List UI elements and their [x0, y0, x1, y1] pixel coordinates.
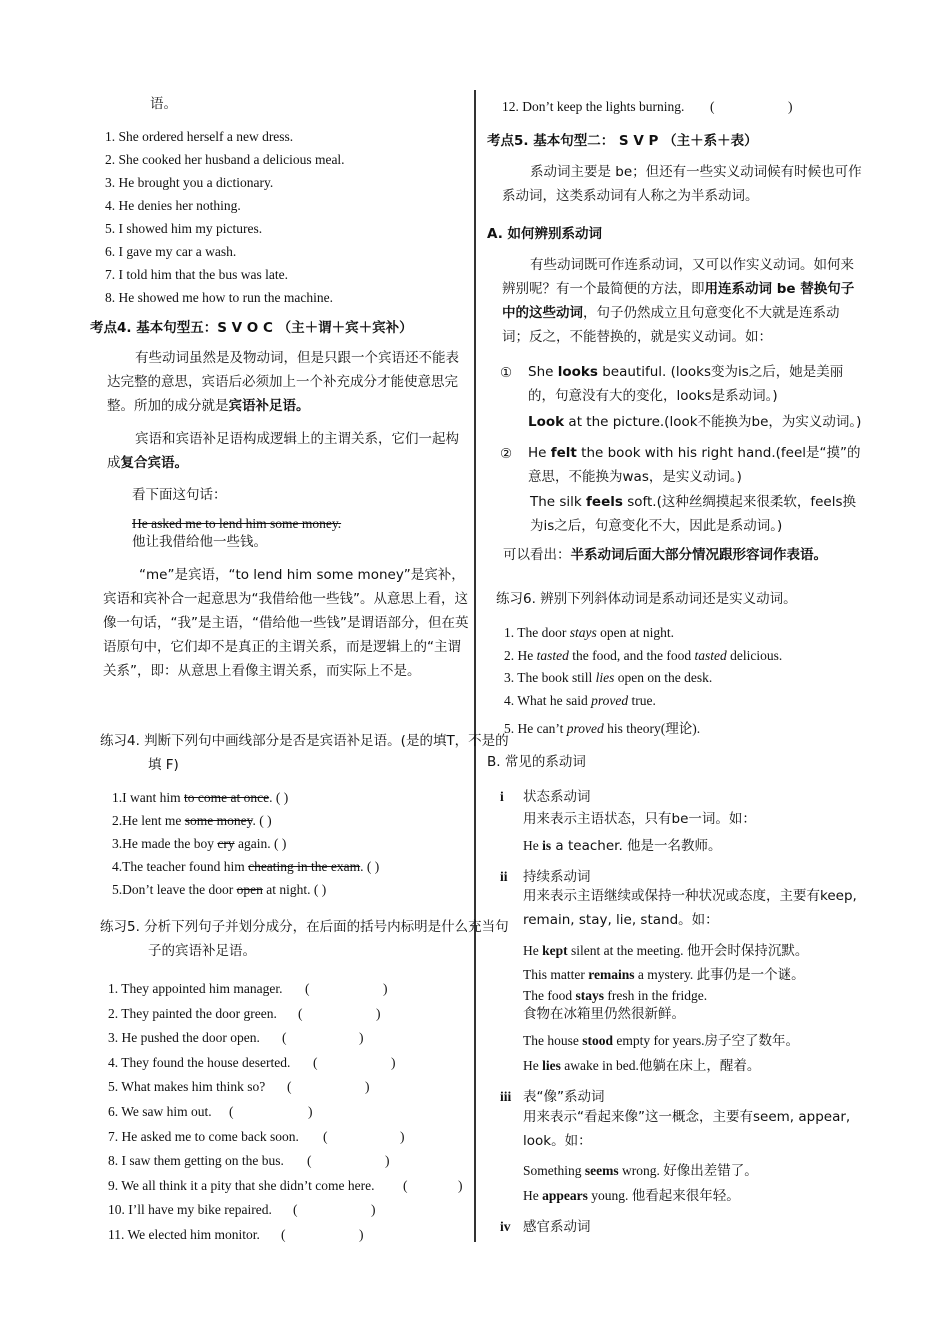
- section-a-paragraph: [502, 253, 866, 349]
- item-text: 2.He lent me: [112, 813, 185, 828]
- secA-text-2: ，句子仍然成立且句意变化不大就是连系动词；反之，不能替换的，就是实义动词。如：: [502, 305, 840, 345]
- answer-blank[interactable]: at night. ( ): [262, 882, 327, 897]
- ex-text: soft.(这种丝绸摸起来很柔软，feels换为is之后，句意变化不大，因此是系动词。): [530, 494, 857, 534]
- answer-paren-open[interactable]: (: [229, 1104, 234, 1119]
- example-ii: [523, 987, 707, 1005]
- ex-text: He: [523, 1188, 543, 1203]
- column-divider: [474, 90, 476, 1242]
- answer-paren-open[interactable]: (: [287, 1079, 292, 1094]
- list-item: [112, 812, 272, 830]
- ex-text: 食物在冰箱里仍然很新鲜。: [523, 1006, 685, 1022]
- ex-text: empty for years.房子空了数年。: [613, 1033, 799, 1048]
- list-item: 1. She ordered herself a new dress.: [105, 129, 294, 144]
- ex-text: He: [523, 943, 543, 958]
- kd4-paragraph-1: [107, 346, 467, 418]
- answer-paren-close: ): [400, 1129, 405, 1144]
- ex-text: a teacher. 他是一名教师。: [551, 838, 722, 854]
- ex-verb: seems: [584, 1163, 619, 1178]
- list-item: 5. I showed him my pictures.: [105, 221, 263, 236]
- answer-paren-close: ): [383, 981, 388, 996]
- italic-verb: lies: [595, 670, 615, 685]
- ex-text: He: [528, 445, 551, 461]
- item-text: 1.I want him: [112, 790, 184, 805]
- list-item: 4. He denies her nothing.: [105, 198, 241, 213]
- underlined-text: cry: [217, 836, 235, 851]
- subsection-title-i: 状态系动词: [523, 789, 591, 805]
- secA-text-1: 有些动词既可作连系动词，又可以作实义动词。如何来辨别呢？有一个最简便的方法，即: [502, 257, 854, 297]
- section-heading-kd5: 考点5. 基本句型二： S V P （主＋系＋表）: [487, 133, 758, 149]
- example-ii: [523, 1005, 685, 1023]
- ex-text: at the picture.(look不能换为be，为实义动词。): [564, 414, 862, 430]
- ex-verb: kept: [542, 943, 568, 958]
- ex-text: He: [523, 1058, 543, 1073]
- section-a-heading: [487, 225, 602, 243]
- ex-verb: is: [542, 838, 552, 853]
- ex-text: silent at the meeting. 他开会时保持沉默。: [567, 943, 809, 958]
- kd4-p1-text: 有些动词虽然是及物动词，但是只跟一个宾语还不能表达完整的意思，宾语后必须加上一个补充成分才能使意思完整。所加的成分就是: [107, 350, 459, 414]
- ex-verb: felt: [550, 445, 577, 461]
- ex-verb: appears: [542, 1188, 588, 1203]
- ex-verb: looks: [557, 364, 598, 380]
- conclusion-text: 可以看出：: [503, 547, 571, 563]
- example-translation: 他让我借给他一些钱。: [132, 534, 267, 550]
- example-iii: [523, 1162, 758, 1180]
- list-item: 3. He brought you a dictionary.: [105, 175, 274, 190]
- answer-blank[interactable]: . ( ): [252, 813, 272, 828]
- list-item: [504, 720, 700, 738]
- answer-paren-open[interactable]: (: [298, 1006, 303, 1021]
- kd4-p1-bold: 宾语补足语。: [228, 398, 310, 414]
- subsection-title-ii: 持续系动词: [523, 869, 591, 885]
- item-text: his theory(理论).: [603, 721, 701, 736]
- list-item: 3. He pushed the door open.: [108, 1030, 260, 1045]
- item-text: 5. He can’t: [504, 721, 567, 736]
- ex-verb: stood: [582, 1033, 613, 1048]
- answer-paren-close: ): [365, 1079, 370, 1094]
- subsection-title-iii: 表“像”系动词: [523, 1089, 605, 1105]
- circled-number-1: ①: [500, 365, 513, 381]
- item-text: the food, and the food: [568, 648, 695, 663]
- example-2: [528, 441, 864, 489]
- list-item: [504, 647, 782, 665]
- item-text: open at night.: [596, 625, 674, 640]
- example-ii: [523, 966, 805, 984]
- ex-verb: stays: [575, 988, 604, 1003]
- answer-paren-close: ): [458, 1178, 463, 1193]
- answer-paren-open[interactable]: (: [282, 1030, 287, 1045]
- answer-paren-close: ): [385, 1153, 390, 1168]
- underlined-text: open: [236, 882, 263, 897]
- example-sentence: He asked me to lend him some money.: [132, 516, 342, 531]
- answer-paren-open[interactable]: (: [313, 1055, 318, 1070]
- kd4-paragraph-2: [107, 427, 467, 475]
- example-1b: [528, 410, 864, 434]
- example-i: [523, 837, 722, 855]
- ex-text: She: [528, 364, 558, 380]
- ex-text: This matter: [523, 967, 589, 982]
- list-item: 6. I gave my car a wash.: [105, 244, 237, 259]
- answer-paren-open[interactable]: (: [403, 1178, 408, 1193]
- answer-blank[interactable]: . ( ): [360, 859, 380, 874]
- exercise5-title: 练习5. 分析下列句子并划分成分，在后面的括号内标明是什么充当句子的宾语补足语。: [100, 919, 509, 959]
- list-item: [504, 624, 674, 642]
- roman-marker-i: i: [500, 789, 504, 804]
- list-item: [112, 789, 288, 807]
- circled-number-2: ②: [500, 446, 513, 462]
- example-1: [528, 360, 864, 408]
- ex-text: young. 他看起来很年轻。: [587, 1188, 740, 1203]
- answer-blank[interactable]: . ( ): [269, 790, 289, 805]
- look-label: 看下面这句话：: [132, 487, 227, 503]
- answer-paren-close: ): [359, 1227, 364, 1242]
- list-item: 11. We elected him monitor.: [108, 1227, 260, 1242]
- ex-verb: remains: [588, 967, 635, 982]
- answer-paren-close: ): [391, 1055, 396, 1070]
- ex-text: awake in bed.他躺在床上，醒着。: [560, 1058, 761, 1073]
- item-text: 4.The teacher found him: [112, 859, 249, 874]
- subsection-title-iv: 感官系动词: [523, 1219, 591, 1235]
- italic-verb: proved: [566, 721, 604, 736]
- ex-verb: lies: [542, 1058, 561, 1073]
- example-2b: [530, 490, 866, 538]
- ex-text: He: [523, 838, 543, 853]
- item-text: open on the desk.: [614, 670, 713, 685]
- list-item: [504, 669, 712, 687]
- list-item: 7. I told him that the bus was late.: [105, 267, 288, 282]
- example-ii: [523, 1032, 799, 1050]
- ex-text: the book with his right hand.(feel是“摸”的意思，不能换为was，是实义动词。): [528, 445, 861, 485]
- italic-verb: tasted: [694, 648, 727, 663]
- ex-text: Something: [523, 1163, 585, 1178]
- italic-verb: tasted: [536, 648, 569, 663]
- answer-paren-open[interactable]: (: [307, 1153, 312, 1168]
- continued-text: 语。: [150, 96, 177, 112]
- kd5-paragraph-1: 系动词主要是 be；但还有一些实义动词候有时候也可作系动词，这类系动词有人称之为半系动词。: [502, 164, 862, 204]
- list-item: [112, 881, 326, 899]
- item-text: 2. He: [504, 648, 537, 663]
- ex-text: The food: [523, 988, 576, 1003]
- subsection-desc-i: 用来表示主语状态，只有be一词。如：: [523, 811, 756, 827]
- underlined-text: to come at once: [184, 790, 270, 805]
- answer-paren-open[interactable]: (: [305, 981, 310, 996]
- answer-paren-close: ): [308, 1104, 313, 1119]
- list-item: 8. He showed me how to run the machine.: [105, 290, 333, 305]
- section-a-label: A. 如何辨别系动词: [487, 226, 603, 242]
- answer-paren-open[interactable]: (: [710, 99, 715, 114]
- list-item: 6. We saw him out.: [108, 1104, 212, 1119]
- answer-paren-close: ): [359, 1030, 364, 1045]
- underlined-text: some money: [184, 813, 253, 828]
- roman-marker-ii: ii: [500, 869, 508, 884]
- item-text: 3.He made the boy: [112, 836, 218, 851]
- item-text: 5.Don’t leave the door: [112, 882, 237, 897]
- item-text: 4. What he said: [504, 693, 592, 708]
- list-item: 1. They appointed him manager.: [108, 981, 283, 996]
- conclusion: [503, 546, 827, 564]
- list-item: 12. Don’t keep the lights burning.: [502, 99, 685, 114]
- roman-marker-iii: iii: [500, 1089, 512, 1104]
- list-item: 4. They found the house deserted.: [108, 1055, 291, 1070]
- ex-text: a mystery. 此事仍是一个谜。: [634, 967, 805, 982]
- ex-verb: Look: [528, 414, 565, 430]
- list-item: [112, 835, 286, 853]
- italic-verb: proved: [591, 693, 629, 708]
- subsection-desc-ii: 用来表示主语继续或保持一种状况或态度，主要有keep, remain, stay, lie, stand。如：: [523, 888, 857, 928]
- answer-paren-close: ): [376, 1006, 381, 1021]
- underlined-text: cheating in the exam: [248, 859, 361, 874]
- answer-paren-open[interactable]: (: [281, 1227, 286, 1242]
- ex-text: fresh in the fridge.: [604, 988, 708, 1003]
- exercise4-title: 练习4. 判断下列句中画线部分是否是宾语补足语。(是的填T，不是的填 F): [100, 733, 509, 773]
- exercise6-title: 练习6. 辨别下列斜体动词是系动词还是实义动词。: [496, 591, 797, 607]
- list-item: [112, 858, 379, 876]
- list-item: 10. I’ll have my bike repaired.: [108, 1202, 272, 1217]
- list-item: 2. She cooked her husband a delicious meal.: [105, 152, 345, 167]
- section-heading-kd4: 考点4. 基本句型五：S V O C （主＋谓＋宾＋宾补）: [90, 320, 413, 336]
- item-text: 3. The book still: [504, 670, 596, 685]
- item-text: true.: [628, 693, 656, 708]
- italic-verb: stays: [569, 625, 597, 640]
- answer-paren-open[interactable]: (: [293, 1202, 298, 1217]
- roman-marker-iv: iv: [500, 1219, 511, 1234]
- answer-blank[interactable]: again. ( ): [234, 836, 287, 851]
- list-item: 7. He asked me to come back soon.: [108, 1129, 299, 1144]
- ex-text: The house: [523, 1033, 583, 1048]
- section-b-heading: B. 常见的系动词: [487, 754, 586, 770]
- ex-text: The silk: [530, 494, 587, 510]
- example-ii: [523, 942, 808, 960]
- list-item: 5. What makes him think so?: [108, 1079, 266, 1094]
- list-item: 9. We all think it a pity that she didn’t come here.: [108, 1178, 375, 1193]
- kd4-paragraph-3: “me”是宾语，“to lend him some money”是宾补，宾语和宾补合一起意思为“我借给他一些钱”。从意思上看，这像一句话，“我”是主语，“借给他一些钱”是谓语部分，但在英语原句中，它们却不是真正的主谓关系，而是逻辑上的“主谓关系”，即：从意思上看像主谓关系，而实际上不是。: [103, 567, 469, 679]
- ex-text: wrong. 好像出差错了。: [618, 1163, 758, 1178]
- kd4-p2-bold: 复合宾语。: [120, 455, 188, 471]
- answer-paren-close: ): [788, 99, 793, 114]
- conclusion-bold: 半系动词后面大部分情况跟形容词作表语。: [570, 547, 827, 563]
- answer-paren-close: ): [371, 1202, 376, 1217]
- example-iii: [523, 1187, 740, 1205]
- list-item: 2. They painted the door green.: [108, 1006, 277, 1021]
- list-item: [504, 692, 656, 710]
- subsection-desc-iii: 用来表示“看起来像”这一概念，主要有seem, appear, look。如：: [523, 1109, 851, 1149]
- ex-verb: feels: [586, 494, 623, 510]
- answer-paren-open[interactable]: (: [323, 1129, 328, 1144]
- item-text: delicious.: [726, 648, 783, 663]
- ex-text: beautiful. (looks变为is之后，她是美丽的，句意没有大的变化，looks是系动词。): [528, 364, 844, 404]
- example-ii: [523, 1057, 760, 1075]
- secA-bold: 用连系动词 be 替换句子中的这些动词: [502, 281, 855, 321]
- kd4-p2-text: 宾语和宾语补足语构成逻辑上的主谓关系，它们一起构成: [107, 431, 459, 471]
- item-text: 1. The door: [504, 625, 570, 640]
- list-item: 8. I saw them getting on the bus.: [108, 1153, 284, 1168]
